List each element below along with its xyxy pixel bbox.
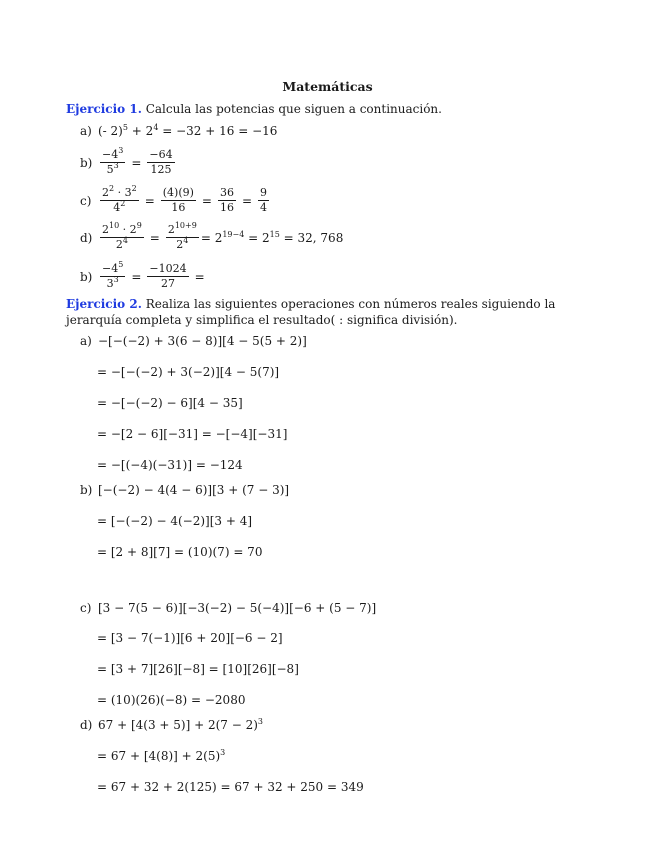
exercise-1-item-a: a) (- $2)^5 + 2^4 = -32 + 16 = -16$	[80, 123, 278, 138]
fraction: $\frac{2^{10} \cdot 2^9}{2^4}$	[102, 221, 142, 251]
math-line: = [3 − 7(−1)][6 + 20][−6 − 2]	[97, 631, 283, 645]
exercise-2-label: Ejercicio 2.	[66, 297, 142, 311]
exercise-2-item-d: d) $67 + [4(3 + 5)] + 2(7 - 2)^3$	[80, 717, 263, 732]
exercise-1-label: Ejercicio 1.	[66, 102, 142, 116]
math-line: = −[2 − 6][−31] = −[−4][−31]	[97, 427, 288, 441]
exercise-1-item-e: b) $\frac{-4^5}{3^3}$ = $\frac{-1024}{27}$ =	[80, 260, 205, 290]
math-line: = −[−(−2) − 6][4 − 35]	[97, 396, 243, 410]
math-line: = [−(−2) − 4(−2)][3 + 4]	[97, 514, 253, 528]
math-line: [3 − 7(5 − 6)][−3(−2) − 5(−4)][−6 + (5 − 7)]	[98, 601, 377, 615]
fraction: $\frac{-4^3}{5^3}$	[102, 146, 124, 176]
math-line: $67 + [4(3 + 5)] + 2(7 - 2)^3$	[98, 717, 263, 732]
exercise-2-statement: Realiza las siguientes operaciones con números reales siguiendo la jerarquía completa y simplifica el resultado( : significa división).	[66, 297, 556, 327]
math-line: [−(−2) − 4(4 − 6)][3 + (7 − 3)]	[98, 483, 290, 497]
fraction: $\frac{9}{4}$	[260, 186, 268, 214]
fraction: $\frac{-1024}{27}$	[149, 262, 187, 290]
exercise-2-item-b: b) [−(−2) − 4(4 − 6)][3 + (7 − 3)]	[80, 483, 290, 497]
math-line: = (10)(26)(−8) = −2080	[97, 693, 246, 707]
exercise-1-item-b: b) $\frac{-4^3}{5^3}$ = $\frac{-64}{125}$	[80, 146, 173, 176]
fraction: $\frac{2^{10+9}}{2^4}$	[167, 221, 197, 251]
math-line: −[−(−2) + 3(6 − 8)][4 − 5(5 + 2)]	[98, 334, 307, 348]
math-line: = [3 + 7][26][−8] = [10][26][−8]	[97, 662, 299, 676]
exercise-2-item-c: c) [3 − 7(5 − 6)][−3(−2) − 5(−4)][−6 + (5 − 7)]	[80, 601, 377, 615]
math-line: = [2 + 8][7] = (10)(7) = 70	[97, 545, 263, 559]
math-line: = $67 + [4(8)] + 2(5)^3$	[97, 748, 226, 763]
math-expression: (- $2)^5 + 2^4 = -32 + 16 = -16$	[98, 123, 278, 138]
fraction: $\frac{-64}{125}$	[149, 148, 173, 176]
fraction: $\frac{(4)(9)}{16}$	[162, 186, 194, 214]
exercise-2-item-a: a) −[−(−2) + 3(6 − 8)][4 − 5(5 + 2)]	[80, 334, 307, 348]
exercise-1-item-c: c) $\frac{2^2 \cdot 3^2}{4^2}$ = $\frac{(4)(9)}{16}$ = $\frac{36}{16}$ = $\frac{9}{4}$	[80, 184, 268, 214]
exercise-2-heading	[66, 296, 571, 328]
exercise-1-item-d: d) $\frac{2^{10} \cdot 2^9}{2^4}$ = $\frac{2^{10+9}}{2^4}$ = $2^{19-4} = 2^{15} = 32$, 768	[80, 221, 344, 251]
fraction: $\frac{36}{16}$	[219, 186, 234, 214]
math-line: = 67 + 32 + 2(125) = 67 + 32 + 250 = 349	[97, 780, 364, 794]
exercise-1-statement: Calcula las potencias que siguen a continuación.	[145, 102, 442, 116]
math-line: = −[−(−2) + 3(−2)][4 − 5(7)]	[97, 365, 280, 379]
math-line: = −[(−4)(−31)] = −124	[97, 458, 243, 472]
fraction: $\frac{-4^5}{3^3}$	[102, 260, 124, 290]
page-title: Matemáticas	[282, 79, 373, 94]
exercise-1-heading	[66, 103, 442, 115]
math-expression: = $2^{19-4} = 2^{15} = 32$, 768	[200, 229, 344, 245]
fraction: $\frac{2^2 \cdot 3^2}{4^2}$	[102, 184, 137, 214]
